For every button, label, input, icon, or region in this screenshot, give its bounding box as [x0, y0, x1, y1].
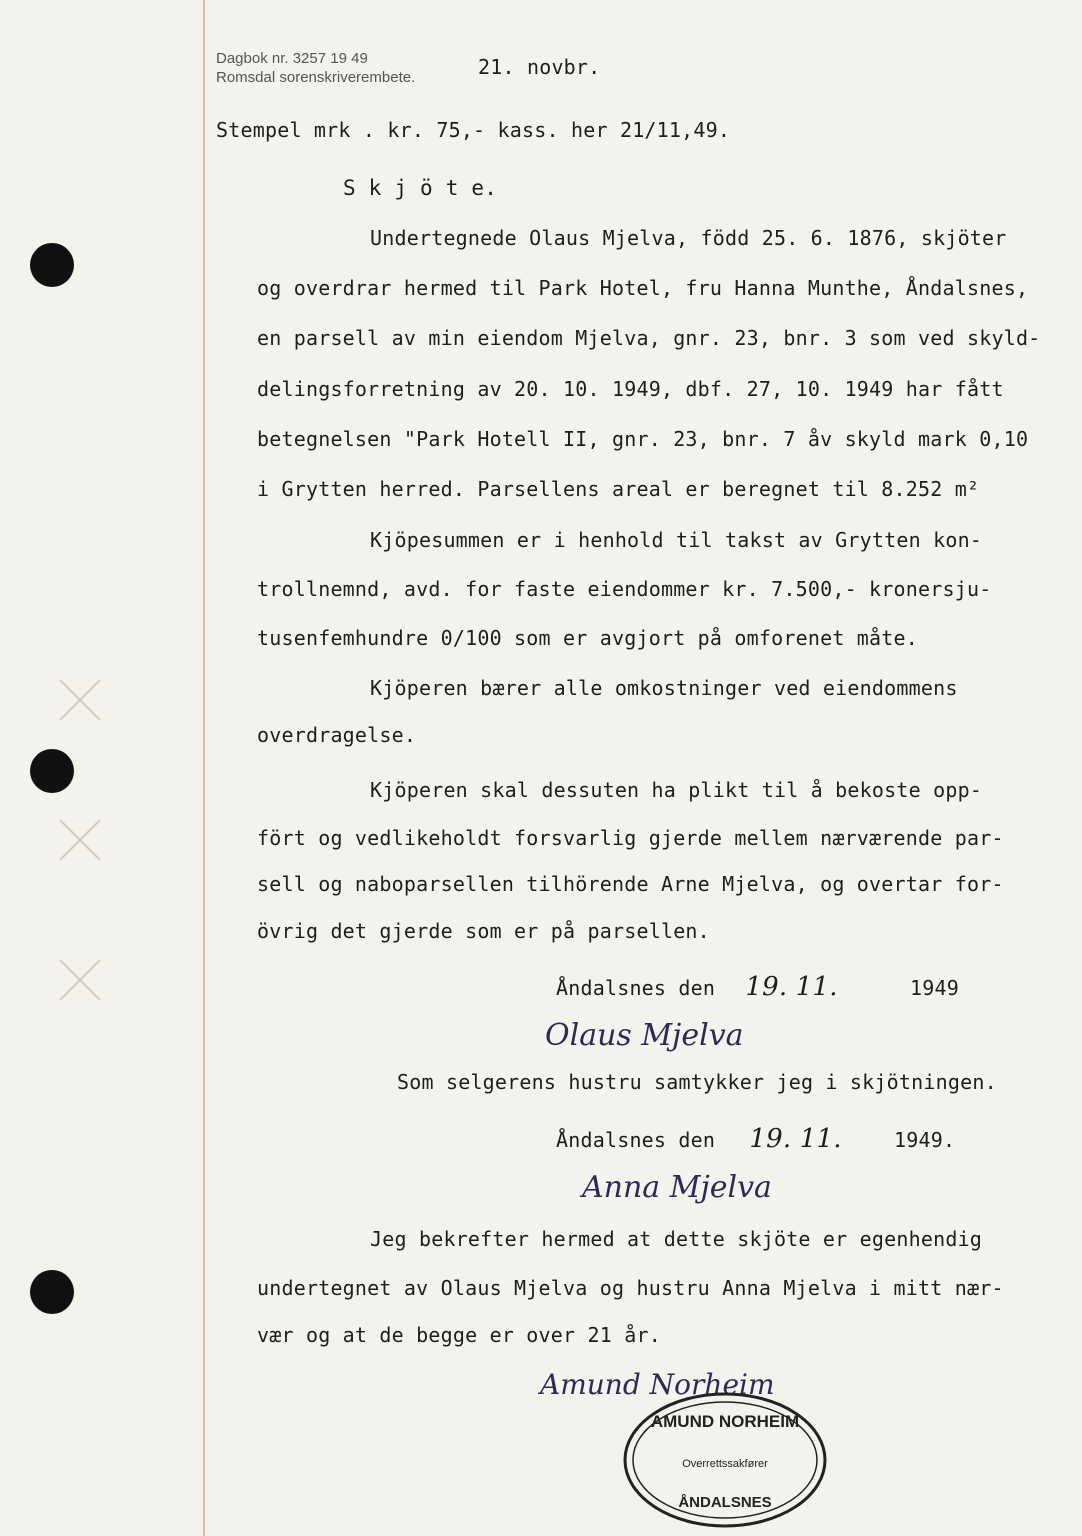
official-seal	[620, 1385, 830, 1535]
place-date-1	[556, 972, 959, 1002]
body-line: delingsforretning av 20. 10. 1949, dbf. 27, 10. 1949 har fått	[257, 377, 1004, 401]
handwritten-date: 19. 11.	[749, 1124, 842, 1154]
body-line: fört og vedlikeholdt forsvarlig gjerde mellem nærværende par-	[257, 826, 1004, 850]
attest-line: Jeg bekrefter hermed at dette skjöte er egenhendig	[370, 1227, 983, 1251]
body-line: Undertegnede Olaus Mjelva, född 25. 6. 1876, skjöter	[370, 226, 1007, 250]
seal-town: ÅNDALSNES	[678, 1494, 772, 1511]
attest-line: vær og at de begge er over 21 år.	[257, 1323, 661, 1347]
year: 1949.	[894, 1128, 956, 1152]
body-line: Kjöperen skal dessuten ha plikt til å bekoste opp-	[370, 778, 983, 802]
body-line: overdragelse.	[257, 723, 417, 747]
signature-seller: Olaus Mjelva	[545, 1018, 744, 1053]
stamp-duty-line: Stempel mrk . kr. 75,- kass. her 21/11,49.	[216, 118, 731, 142]
punch-hole	[30, 1270, 74, 1314]
office-name: Romsdal sorenskriverembete.	[216, 69, 416, 86]
signature-attestor: Amund Norheim	[540, 1368, 775, 1401]
year: 1949	[910, 976, 959, 1000]
signature-wife: Anna Mjelva	[582, 1170, 772, 1205]
consent-line: Som selgerens hustru samtykker jeg i skjötningen.	[397, 1070, 997, 1094]
seal-title: Overrettssakfører	[682, 1458, 768, 1470]
document-title: S k j ö t e.	[343, 176, 498, 200]
body-line: i Grytten herred. Parsellens areal er beregnet til 8.252 m²	[257, 477, 980, 501]
attest-line: undertegnet av Olaus Mjelva og hustru Anna Mjelva i mitt nær-	[257, 1276, 1004, 1300]
body-line: övrig det gjerde som er på parsellen.	[257, 919, 710, 943]
place-label: Åndalsnes den	[556, 1128, 716, 1152]
body-line: Kjöperen bærer alle omkostninger ved eiendommens	[370, 676, 958, 700]
body-line: og overdrar hermed til Park Hotel, fru Hanna Munthe, Åndalsnes,	[257, 276, 1029, 300]
place-label: Åndalsnes den	[556, 976, 716, 1000]
handwritten-date: 19. 11.	[745, 972, 838, 1002]
body-line: en parsell av min eiendom Mjelva, gnr. 23, bnr. 3 som ved skyld-	[257, 326, 1041, 350]
faint-margin-marks	[0, 0, 205, 1100]
journal-stamp	[216, 50, 415, 86]
body-line: betegnelsen "Park Hotell II, gnr. 23, bnr. 7 åv skyld mark 0,10	[257, 427, 1029, 451]
body-line: Kjöpesummen er i henhold til takst av Grytten kon-	[370, 528, 983, 552]
journal-number: Dagbok nr. 3257 19 49	[216, 50, 368, 67]
place-date-2	[556, 1124, 955, 1154]
body-line: sell og naboparsellen tilhörende Arne Mjelva, og overtar for-	[257, 872, 1004, 896]
seal-name: AMUND NORHEIM	[650, 1412, 800, 1431]
body-line: trollnemnd, avd. for faste eiendommer kr. 7.500,- kronersju-	[257, 577, 992, 601]
body-line: tusenfemhundre 0/100 som er avgjort på omforenet måte.	[257, 626, 919, 650]
header-date: 21. novbr.	[478, 55, 601, 79]
